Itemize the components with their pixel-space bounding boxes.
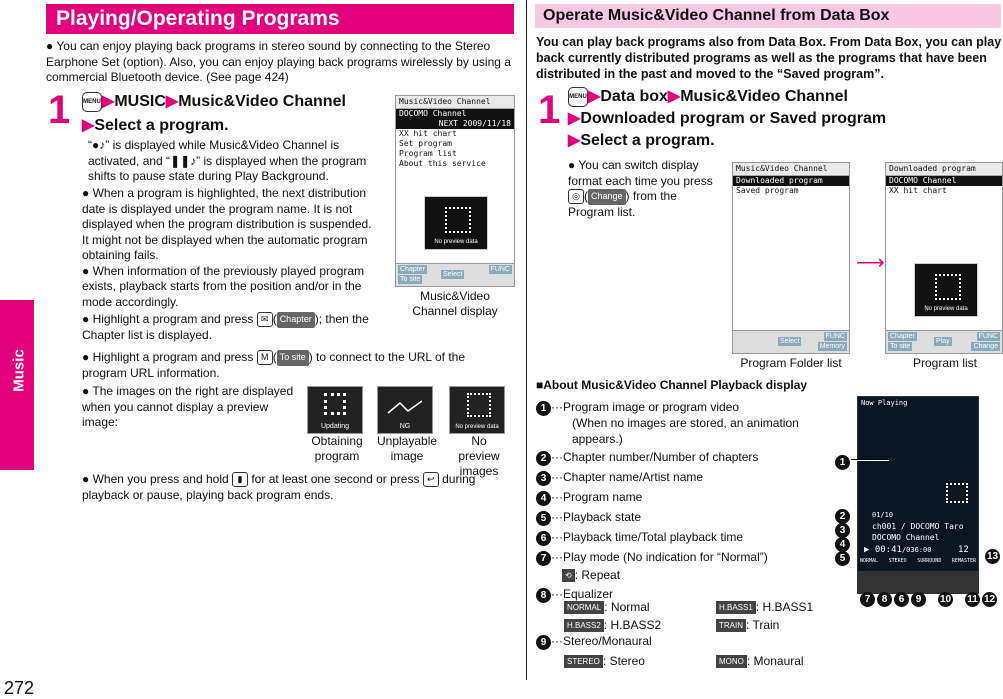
- legend-item: 5 ···Playback state: [536, 510, 826, 526]
- thumb-caption: Obtaining program: [311, 434, 363, 463]
- screen-title: Music&Video Channel: [733, 163, 849, 176]
- mono-icon: MONO: [716, 655, 747, 668]
- clear-key-icon: ↩: [423, 472, 439, 487]
- screen-row: Saved program: [736, 186, 799, 195]
- screen-caption: Music&Video Channel display: [412, 289, 498, 318]
- legend-item: 3 ···Chapter name/Artist name: [536, 470, 826, 486]
- legend-item: 1 ···Program image or program video: [536, 400, 826, 416]
- thumb-no-preview: [449, 386, 509, 479]
- updating-icon: Updating: [307, 386, 363, 434]
- no-preview-icon: No preview data: [449, 386, 505, 434]
- soft-key-bar: [858, 571, 978, 593]
- legend-item: 7 ···Play mode (No indication for “Normal”): [536, 550, 826, 566]
- section-heading-left: Playing/Operating Programs: [46, 4, 514, 34]
- softkey-memory: Memory: [819, 343, 845, 350]
- section-heading-right: Operate Music&Video Channel from Data Box: [535, 4, 1001, 28]
- step-number: 1: [538, 88, 561, 132]
- about-heading: ■About Music&Video Channel Playback display: [536, 378, 808, 392]
- screen-row: Set program: [399, 139, 452, 148]
- softkey-play: Play: [936, 338, 950, 345]
- stereo-list: [564, 654, 834, 670]
- thumb-unplayable: [377, 386, 437, 464]
- callout-12: 12: [983, 594, 996, 605]
- ng-icon: NG: [377, 386, 433, 434]
- softkey-chapter: Chapter: [890, 333, 915, 340]
- playing-icon: ●♪: [92, 138, 106, 152]
- screen-row: About this service: [399, 159, 486, 168]
- intro-text: ● You can enjoy playing back programs in stereo sound by connecting to the Stereo Earphone Set (option). Also, you can enjoy playing back programs wirelessly by using a commercial Bluetooth device. (See page 424): [46, 39, 511, 84]
- screen-row: Program list: [399, 149, 457, 158]
- softkey-select: Select: [780, 338, 800, 345]
- preview-placeholder: No preview data: [914, 263, 978, 317]
- mail-key-icon: ✉: [257, 312, 273, 327]
- chapter-artist: ch001 / DOCOMO Taro: [872, 522, 964, 531]
- callout-2: 2: [835, 506, 850, 524]
- softkey-change: Change: [588, 189, 626, 205]
- screen-caption: Program list: [912, 356, 977, 370]
- playback-time: ▶ 00:41/036:00: [864, 545, 932, 555]
- hbass2-icon: H.BASS2: [564, 619, 604, 632]
- bullet-item: ● Highlight a program and press ✉ ( Chapter ); then the Chapter list is displayed.: [82, 312, 369, 342]
- power-key-icon: ▮: [232, 472, 248, 487]
- step-instruction: MENU▶MUSIC▶Music&Video Channel ▶Select a program.: [82, 93, 346, 134]
- repeat-icon: ⟲: [562, 569, 575, 582]
- callout-10: 10: [939, 594, 952, 605]
- thumb-caption: Unplayable image: [377, 434, 438, 463]
- softkey-chapter: Chapter: [277, 312, 315, 328]
- screen-row: NEXT 2009/11/18: [396, 119, 514, 129]
- legend-item: 8 ···Equalizer: [536, 587, 826, 603]
- stereo-item: STEREO : Stereo: [564, 654, 716, 670]
- legend-item: 9 ···Stereo/Monaural: [536, 634, 652, 650]
- right-intro: You can play back programs also from Data Box. From Data Box, you can play back currently distributed programs as well as the programs that have been distributed in the past and moved to the “Saved program”.: [536, 35, 1002, 81]
- callout-13: 13: [986, 551, 999, 562]
- step-music: MUSIC: [114, 93, 166, 110]
- softkey-select: Select: [443, 271, 463, 278]
- soft-key-bar: [886, 330, 1002, 353]
- softkey-to-site: To site: [277, 350, 309, 366]
- step-channel: Music&Video Channel: [680, 88, 848, 105]
- stereo-icon: STEREO: [564, 655, 603, 668]
- callout-row: [860, 592, 997, 607]
- program-name: DOCOMO Channel: [872, 533, 940, 542]
- bullet-item: ● When a program is highlighted, the next distribution date is displayed under the program name. It is not displayed when the program distribution is suspended. It might not be displayed when the automatic program obtaining fails.: [82, 186, 372, 262]
- legend-repeat: ⟲ : Repeat: [536, 568, 826, 584]
- chapter-number: 01/10: [872, 511, 894, 519]
- bullet-item: ● When you press and hold ▮ for at least one second or press ↩ during playback or pause, playing back program ends.: [82, 472, 476, 502]
- column-divider: [526, 0, 527, 680]
- callout-11: 11: [965, 592, 980, 607]
- step-data-box: Data box: [600, 88, 668, 105]
- playback-screen: Now Playing 01/10 ch001 / DOCOMO Taro DOCOMO Channel ▶ 00:41/036:00 12 NORMAL STEREO SURROUND REMASTER: [857, 396, 979, 594]
- eq-item: TRAIN : Train: [716, 618, 779, 634]
- callout-line: [851, 459, 889, 461]
- hbass1-icon: H.BASS1: [716, 601, 756, 614]
- screen-row: DOCOMO Channel: [886, 176, 1002, 186]
- bullet-item: ● You can switch display format each time you press ◎ ( Change ) from the Program list.: [568, 158, 713, 219]
- menu-key-icon: MENU: [568, 87, 588, 107]
- soft-key-bar: [396, 263, 514, 286]
- train-icon: TRAIN: [716, 619, 746, 632]
- callout-6: 6: [894, 592, 909, 607]
- channel-logo-icon: [946, 483, 968, 503]
- callout-5: 5: [835, 548, 850, 566]
- callout-4: 4: [835, 534, 850, 552]
- callout-9: 9: [911, 592, 926, 607]
- step-select: Select a program.: [580, 132, 715, 149]
- softkey-func: FUNC: [978, 333, 998, 340]
- intro-text-content: You can enjoy playing back programs in stereo sound by connecting to the Stereo Earphone Set (option). Also, you can enjoy playing back programs wirelessly by using a commercial Bluetooth device. (See page 424): [46, 39, 511, 84]
- screen-row: XX hit chart: [399, 129, 457, 138]
- phone-screen-folder-list: [732, 162, 850, 354]
- step-select: Select a program.: [94, 117, 229, 134]
- thumb-caption: No preview images: [458, 434, 500, 478]
- softkey-chapter: Chapter: [400, 266, 425, 273]
- phone-screen-channel: [395, 95, 515, 287]
- callout-8: 8: [877, 592, 892, 607]
- volume-level: 12: [958, 545, 969, 555]
- menu-key-icon: MENU: [82, 92, 102, 112]
- bullet-item: ● The images on the right are displayed when you cannot display a preview image:: [82, 384, 294, 429]
- legend-item: 4 ···Program name: [536, 490, 826, 506]
- screen-row: Downloaded program: [733, 176, 849, 186]
- softkey-to-site: To site: [400, 276, 421, 283]
- legend-item: 2 ···Chapter number/Number of chapters: [536, 450, 826, 466]
- legend-item: (When no images are stored, an animation appears.): [572, 416, 799, 446]
- step-channel: Music&Video Channel: [178, 93, 346, 110]
- step-number: 1: [48, 88, 71, 132]
- screen-title: Music&Video Channel: [396, 96, 514, 109]
- camera-key-icon: ◎: [568, 189, 584, 204]
- softkey-func: FUNC: [490, 266, 510, 273]
- normal-icon: NORMAL: [564, 601, 604, 614]
- preview-placeholder: No preview data: [424, 196, 488, 250]
- legend-item: 6 ···Playback time/Total playback time: [536, 530, 826, 546]
- softkey-func: FUNC: [825, 333, 845, 340]
- callout-1: 1: [835, 452, 850, 470]
- callout-7: 7: [860, 592, 875, 607]
- pause-icon: ❚❚♪: [170, 153, 197, 168]
- arrow-right-icon: ⟶: [856, 252, 885, 274]
- legend-list: [536, 400, 826, 603]
- stereo-item: MONO : Monaural: [716, 654, 804, 670]
- bullet-item: ● When information of the previously played program exists, playback starts from the position and/or in the mode accordingly.: [82, 263, 365, 309]
- eq-item: H.BASS1 : H.BASS1: [716, 600, 813, 616]
- equalizer-list: [564, 600, 834, 633]
- eq-item: H.BASS2 : H.BASS2: [564, 618, 716, 634]
- phone-screen-program-list: [885, 162, 1003, 354]
- screen-row: XX hit chart: [889, 186, 947, 195]
- thumb-obtaining: [307, 386, 367, 464]
- bullet-list: [82, 186, 378, 343]
- softkey-change: Change: [973, 343, 998, 350]
- screen-caption: Program Folder list: [740, 356, 842, 370]
- screen-title: Downloaded program: [886, 163, 1002, 176]
- softkey-to-site: To site: [890, 343, 911, 350]
- step-instruction: MENU▶Data box▶Music&Video Channel ▶Downloaded program or Saved program ▶Select a program.: [568, 88, 887, 149]
- page-number: 272: [4, 678, 35, 698]
- menu-key-icon: M: [257, 350, 273, 365]
- note-icons: “●♪” is displayed while Music&Video Channel is activated, and “❚❚♪” is displayed when the program shifts to pause state during Play Background.: [88, 138, 367, 183]
- eq-item: NORMAL : Normal: [564, 600, 716, 616]
- soft-key-bar: [733, 330, 849, 353]
- side-tab-music: Music: [0, 300, 34, 470]
- callout-3: 3: [835, 520, 850, 538]
- bullet-item: ● Highlight a program and press M ( To site ) to connect to the URL of the program URL information.: [82, 350, 466, 380]
- screen-row: DOCOMO Channel: [396, 109, 514, 119]
- mode-labels: NORMAL STEREO SURROUND REMASTER: [860, 558, 976, 564]
- step-downloaded: Downloaded program or Saved program: [580, 110, 887, 127]
